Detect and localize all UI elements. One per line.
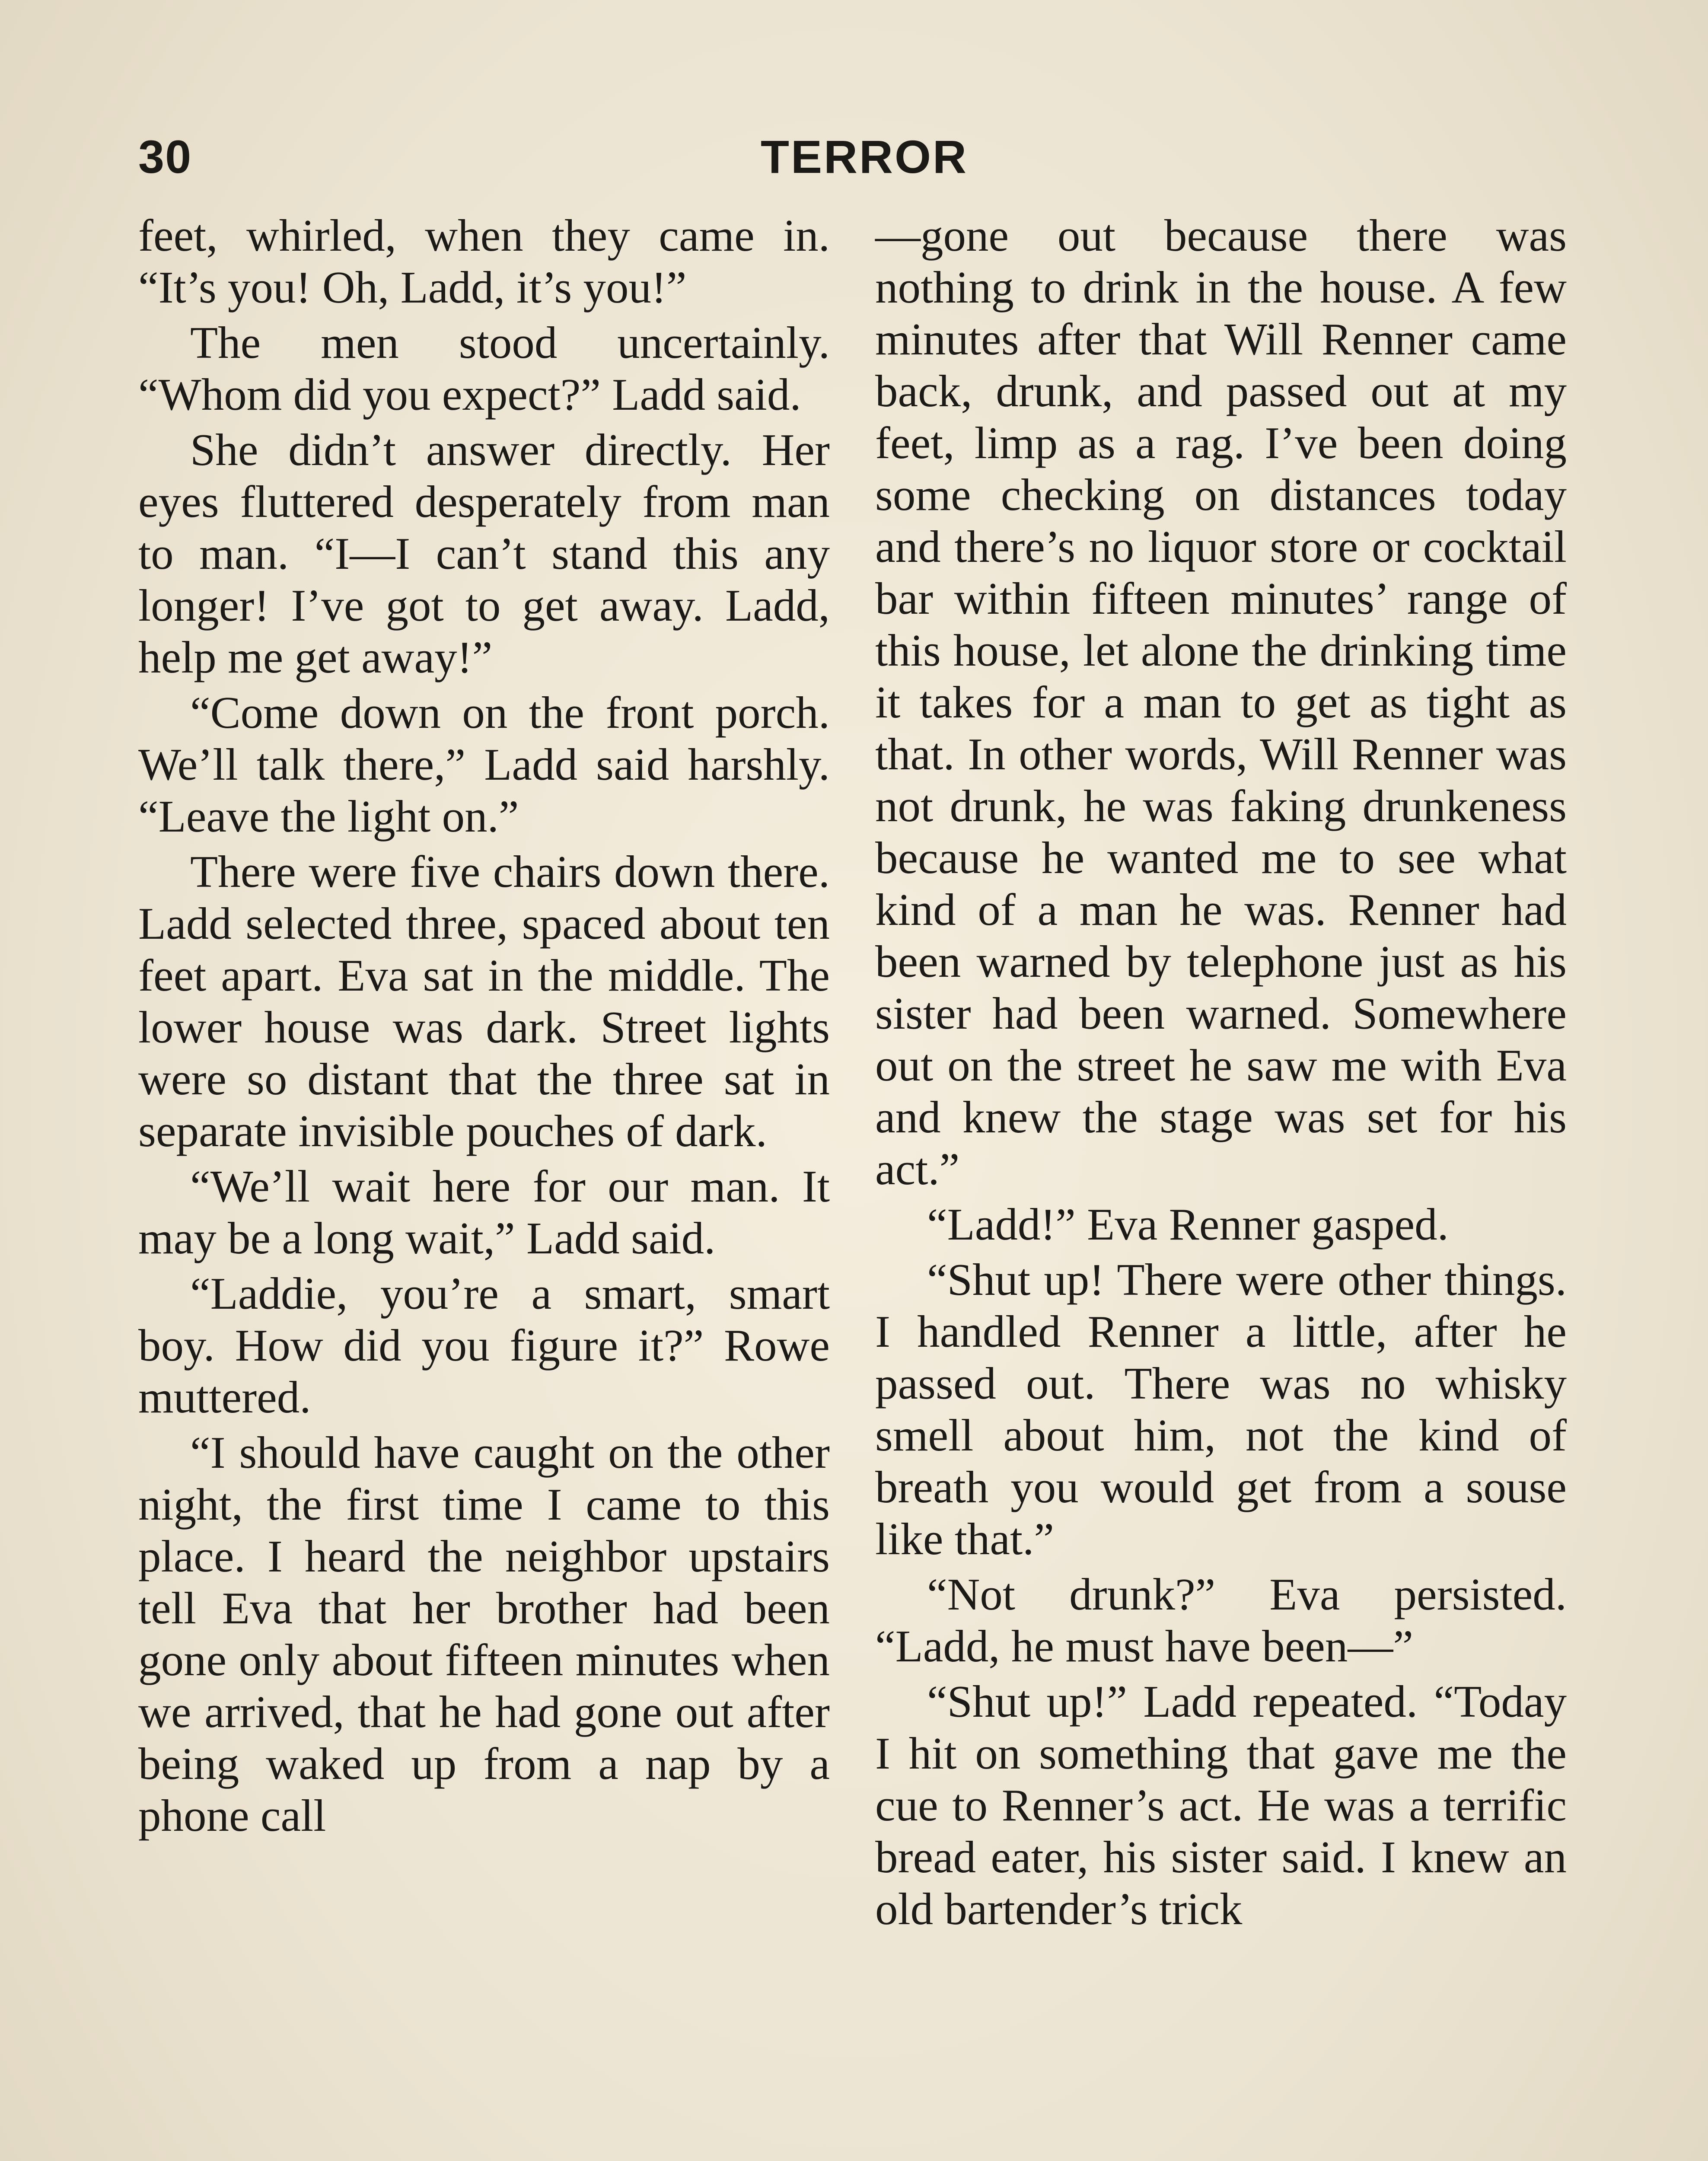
paragraph: feet, whirled, when they came in. “It’s you! Oh, Ladd, it’s you!” <box>138 210 830 312</box>
paragraph: “Not drunk?” Eva persisted. “Ladd, he must have been—” <box>875 1569 1567 1671</box>
right-column <box>875 210 1567 1938</box>
paragraph: “Shut up!” Ladd repeated. “Today I hit on something that gave me the cue to Renner’s act. He was a terrific bread eater, his sister said. I knew an old bartender’s trick <box>875 1676 1567 1934</box>
paragraph: “Ladd!” Eva Renner gasped. <box>927 1199 1449 1249</box>
running-head: TERROR <box>761 131 968 183</box>
paragraph: “We’ll wait here for our man. It may be a long wait,” Ladd said. <box>138 1161 830 1263</box>
paragraph: The men stood uncertainly. “Whom did you expect?” Ladd said. <box>138 317 830 420</box>
paragraph: She didn’t answer directly. Her eyes fluttered desperately from man to man. “I—I can’t stand this any longer! I’ve got to get away. Ladd, help me get away!” <box>138 424 830 682</box>
paragraph: “Come down on the front porch. We’ll talk there,” Ladd said harshly. “Leave the light on.” <box>138 687 830 841</box>
paragraph: “Shut up! There were other things. I handled Renner a little, after he passed out. There was no whisky smell about him, not the kind of breath you would get from a souse like that.” <box>875 1254 1567 1564</box>
paragraph: “I should have caught on the other night, the first time I came to this place. I heard the neighbor upstairs tell Eva that her brother had been gone only about fifteen minutes when we arrived, that he had gone out after being waked up from a nap by a phone call <box>138 1427 830 1841</box>
left-column <box>138 210 830 1845</box>
paragraph: “Laddie, you’re a smart, smart boy. How did you figure it?” Rowe muttered. <box>138 1268 830 1422</box>
paragraph: There were five chairs down there. Ladd selected three, spaced about ten feet apart. Eva sat in the middle. The lower house was dark. Street lights were so distant that the three sat in separate invisible pouches of dark. <box>138 846 830 1156</box>
paragraph: —gone out because there was nothing to drink in the house. A few minutes after that Will Renner came back, drunk, and passed out at my feet, limp as a rag. I’ve been doing some checking on distances today and there’s no liquor store or cocktail bar within fifteen minutes’ range of this house, let alone the drinking time it takes for a man to get as tight as that. In other words, Will Renner was not drunk, he was faking drunkeness because he wanted me to see what kind of a man he was. Renner had been warned by telephone just as his sister had been warned. Somewhere out on the street he saw me with Eva and knew the stage was set for his act.” <box>875 210 1567 1194</box>
page-header <box>138 130 1569 194</box>
page-number: 30 <box>138 131 192 183</box>
